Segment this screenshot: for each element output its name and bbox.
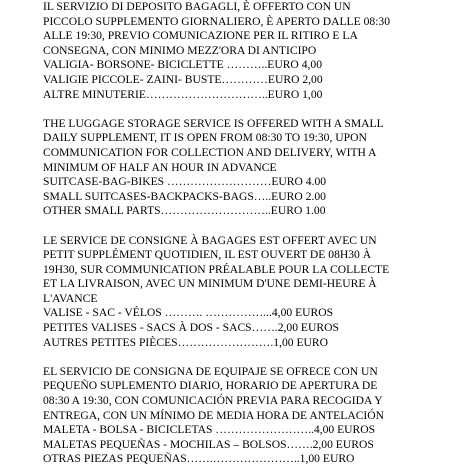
text-line: EL SERVICIO DE CONSIGNA DE EQUIPAJE SE OFRECE CON UN [43,364,378,378]
price-line: MALETAS PEQUEÑAS - MOCHILAS – BOLSOS…….2,00 EUROS [43,437,374,451]
price-line: OTHER SMALL PARTS………………………..EURO 1.00 [43,204,326,218]
section-french [43,234,443,351]
text-line: IL SERVIZIO DI DEPOSITO BAGAGLI, È OFFERTO CON UN [43,0,351,13]
price-line: VALISE - SAC - VÉLOS ………. ……………...4,00 EUROS [43,306,334,320]
price-line: PETITES VALISES - SACS À DOS - SACS…….2,00 EUROS [43,321,339,335]
text-line: ENTREGA, CON UN MÍNIMO DE MEDIA HORA DE ANTELACIÓN [43,408,385,422]
section-italian [43,0,443,102]
price-line: VALIGIA- BORSONE- BICICLETTE ………..EURO 4,00 [43,58,322,72]
text-line: 08:30 A 19:30, CON COMUNICACIÓN PREVIA PARA RECOGIDA Y [43,394,383,408]
text-line: PICCOLO SUPPLEMENTO GIORNALIERO, È APERTO DALLE 08:30 [43,14,391,28]
text-line: LE SERVICE DE CONSIGNE À BAGAGES EST OFFERT AVEC UN [43,233,377,247]
price-line: SMALL SUITCASES-BACKPACKS-BAGS…..EURO 2.00 [43,189,326,203]
text-line: DAILY SUPPLEMENT, IT IS OPEN FROM 08:30 TO 19:30, UPON [43,131,367,145]
text-line: 19H30, SUR COMMUNICATION PRÉALABLE POUR LA COLLECTE [43,262,390,276]
paragraph-gap [43,350,443,365]
text-line: ALLE 19:30, PREVIO COMUNICAZIONE PER IL RITIRO E LA [43,29,358,43]
text-line: ET LA LIVRAISON, AVEC UN MINIMUM D'UNE DEMI-HEURE À [43,277,377,291]
paragraph-gap [43,102,443,117]
text-line: L'AVANCE [43,291,98,305]
price-line: MALETA - BOLSA - BICICLETAS ……………………..4,00 EUROS [43,423,376,437]
text-line: MINIMUM OF HALF AN HOUR IN ADVANCE [43,160,277,174]
text-line: COMMUNICATION FOR COLLECTION AND DELIVERY, WITH A [43,145,377,159]
price-line: VALIGIE PICCOLE- ZAINI- BUSTE…………EURO 2,00 [43,72,323,86]
price-line: AUTRES PETITES PIÈCES…………………….1,00 EURO [43,335,329,349]
section-english [43,117,443,219]
text-line: CONSEGNA, CON MINIMO MEZZ'ORA DI ANTICIPO [43,43,317,57]
text-line: PEQUEÑO SUPLEMENTO DIARIO, HORARIO DE APERTURA DE [43,379,378,393]
price-line: SUITCASE-BAG-BIKES ………………………EURO 4.00 [43,175,327,189]
price-line: OTRAS PIEZAS PEQUEÑAS…….…………………..1,00 EURO [43,452,355,466]
paragraph-gap [43,219,443,234]
document-page [43,0,443,467]
text-line: THE LUGGAGE STORAGE SERVICE IS OFFERED WITH A SMALL [43,116,384,130]
price-line: ALTRE MINUTERIE…………………………..EURO 1,00 [43,87,323,101]
section-spanish [43,365,443,467]
text-line: PETIT SUPPLÉMENT QUOTIDIEN, IL EST OUVERT DE 08H30 À [43,248,372,262]
